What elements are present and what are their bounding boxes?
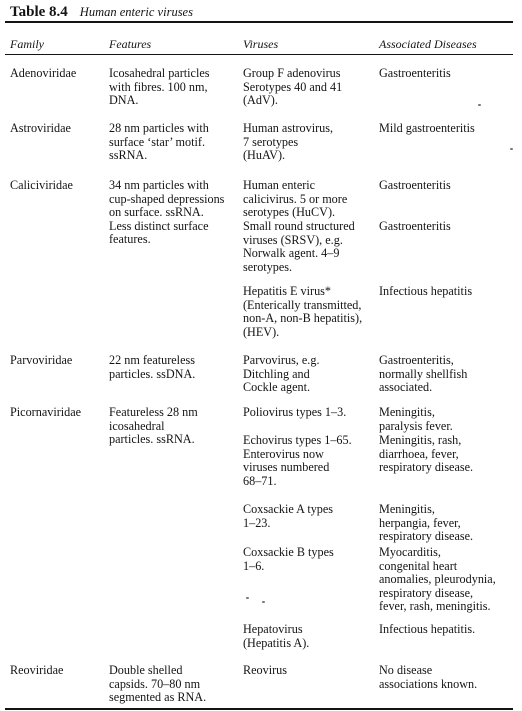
header-features: Features xyxy=(109,37,152,51)
family-cell: Adenoviridae xyxy=(10,66,77,80)
scan-speck xyxy=(246,597,249,599)
diseases-cell: Infectious hepatitis xyxy=(379,284,473,298)
viruses-cell: Coxsackie B types 1–6. xyxy=(243,545,334,573)
top-rule xyxy=(5,21,513,23)
features-cell: 34 nm particles with cup-shaped depressions on surface. ssRNA. Less distinct surface features. xyxy=(109,178,225,247)
family-cell: Astroviridae xyxy=(10,121,71,135)
viruses-cell: Group F adenovirus Serotypes 40 and 41 (AdV). xyxy=(243,66,343,108)
viruses-cell: Hepatitis E virus* (Enterically transmitted, non-A, non-B hepatitis), (HEV). xyxy=(243,284,363,339)
bottom-rule xyxy=(5,708,513,710)
header-family: Family xyxy=(10,37,44,51)
diseases-cell: Gastroenteritis xyxy=(379,219,451,233)
features-cell: 22 nm featureless particles. ssDNA. xyxy=(109,353,196,381)
viruses-cell: Human astrovirus, 7 serotypes (HuAV). xyxy=(243,121,334,163)
table-caption xyxy=(10,3,193,21)
features-cell: Double shelled capsids. 70–80 nm segmented as RNA. xyxy=(109,663,207,705)
diseases-cell: Gastroenteritis xyxy=(379,66,451,80)
scan-speck xyxy=(478,104,481,106)
table-number: Table 8.4 xyxy=(10,4,68,20)
table-title: Human enteric viruses xyxy=(79,5,193,19)
diseases-cell: Meningitis, herpangia, fever, respiratory disease. xyxy=(379,502,474,544)
viruses-cell: Echovirus types 1–65. Enterovirus now viruses numbered 68–71. xyxy=(243,433,352,488)
viruses-cell: Human enteric calicivirus. 5 or more serotypes (HuCV). xyxy=(243,178,348,220)
features-cell: Icosahedral particles with fibres. 100 nm, DNA. xyxy=(109,66,210,108)
viruses-cell: Hepatovirus (Hepatitis A). xyxy=(243,622,310,650)
viruses-cell: Small round structured viruses (SRSV), e.g. Norwalk agent. 4–9 serotypes. xyxy=(243,219,355,274)
diseases-cell: Meningitis, paralysis fever. xyxy=(379,405,453,433)
header-rule xyxy=(5,54,513,55)
family-cell: Parvoviridae xyxy=(10,353,73,367)
header-viruses: Viruses xyxy=(243,37,279,51)
viruses-cell: Poliovirus types 1–3. xyxy=(243,405,347,419)
diseases-cell: Gastroenteritis xyxy=(379,178,451,192)
viruses-cell: Reovirus xyxy=(243,663,288,677)
header-associated-diseases: Associated Diseases xyxy=(379,37,477,51)
features-cell: 28 nm particles with surface ‘star’ motif. ssRNA. xyxy=(109,121,209,163)
scan-speck xyxy=(510,148,513,150)
diseases-cell: No disease associations known. xyxy=(379,663,478,691)
features-cell: Featureless 28 nm icosahedral particles. ssRNA. xyxy=(109,405,198,447)
viruses-cell: Parvovirus, e.g. Ditchling and Cockle agent. xyxy=(243,353,320,395)
family-cell: Picornaviridae xyxy=(10,405,82,419)
diseases-cell: Mild gastroenteritis xyxy=(379,121,475,135)
viruses-cell: Coxsackie A types 1–23. xyxy=(243,502,334,530)
diseases-cell: Infectious hepatitis. xyxy=(379,622,476,636)
diseases-cell: Meningitis, rash, diarrhoea, fever, respiratory disease. xyxy=(379,433,474,475)
diseases-cell: Gastroenteritis, normally shellfish associated. xyxy=(379,353,468,395)
diseases-cell: Myocarditis, congenital heart anomalies, pleurodynia, respiratory disease, fever, rash, meningitis. xyxy=(379,545,496,614)
family-cell: Reoviridae xyxy=(10,663,64,677)
family-cell: Caliciviridae xyxy=(10,178,73,192)
scan-speck xyxy=(262,601,265,603)
